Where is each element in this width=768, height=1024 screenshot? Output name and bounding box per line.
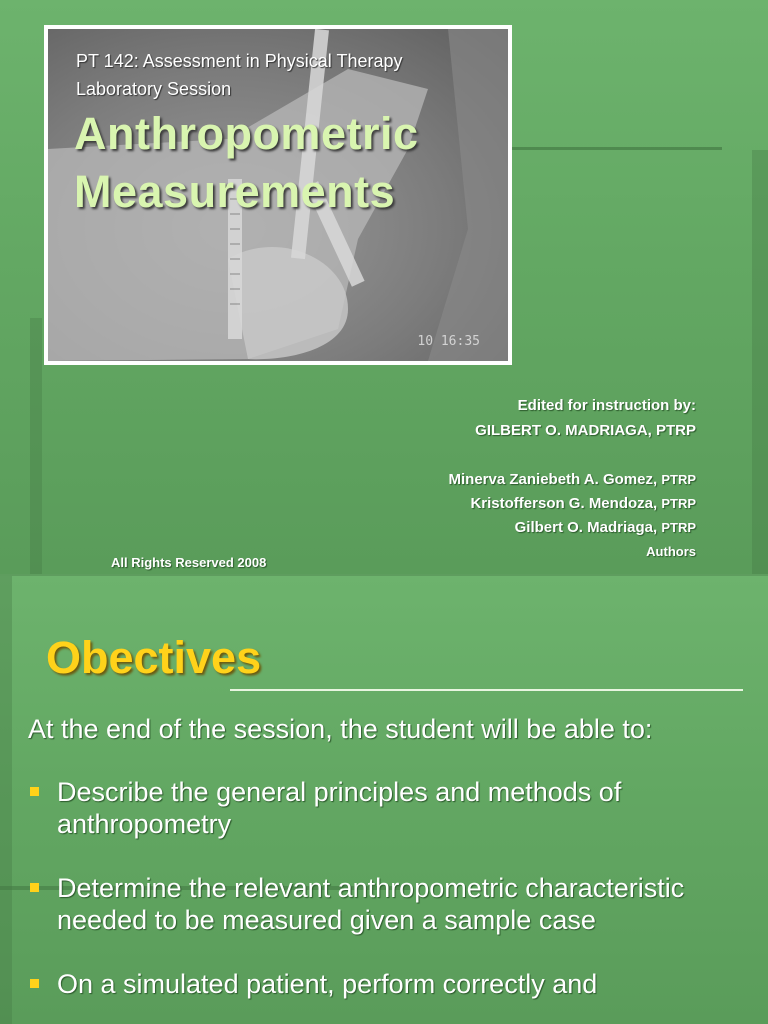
photo-timestamp: 10 16:35: [417, 334, 480, 349]
objectives-list: [28, 776, 728, 1024]
author-credential: PTRP: [661, 520, 696, 535]
objectives-slide: [0, 576, 768, 1024]
author-3: [515, 519, 696, 536]
objective-text: Determine the relevant anthropometric characteristic needed to be measured given a sample case: [57, 873, 685, 935]
bullet-square-icon: [30, 883, 39, 892]
author-name: Gilbert O. Madriaga,: [514, 519, 662, 536]
intro-text: At the end of the session, the student will be able to:: [28, 714, 653, 744]
copyright-notice: All Rights Reserved 2008: [111, 555, 267, 570]
title-line-2: Measurements: [74, 166, 396, 217]
edited-label: Edited for instruction by:: [517, 397, 696, 414]
objective-text: Describe the general principles and methods of anthropometry: [57, 777, 622, 839]
decor-stripe: [0, 576, 12, 1024]
course-title: PT 142: Assessment in Physical Therapy: [76, 51, 403, 71]
authors-label: Authors: [646, 544, 696, 559]
author-name: Kristofferson G. Mendoza,: [470, 495, 662, 512]
author-1: [449, 471, 697, 488]
bullet-square-icon: [30, 787, 39, 796]
editor-name: GILBERT O. MADRIAGA, PTRP: [475, 422, 696, 439]
objective-text: On a simulated patient, perform correctly and: [57, 969, 598, 999]
author-credential: PTRP: [661, 472, 696, 487]
list-item: [28, 776, 728, 840]
bullet-square-icon: [30, 979, 39, 988]
decor-stripe: [30, 318, 42, 574]
author-name: Minerva Zaniebeth A. Gomez,: [448, 471, 662, 488]
title-line-1: Anthropometric: [74, 108, 419, 159]
list-item: [28, 872, 728, 936]
decor-line: [500, 147, 722, 150]
measurement-photo: [44, 25, 512, 365]
decor-stripe: [752, 150, 768, 574]
heading-rule: [230, 689, 743, 691]
session-label: Laboratory Session: [76, 79, 232, 99]
slide-heading: Obectives: [46, 632, 262, 683]
author-2: [470, 495, 696, 512]
list-item: [28, 968, 728, 1000]
author-credential: PTRP: [661, 496, 696, 511]
